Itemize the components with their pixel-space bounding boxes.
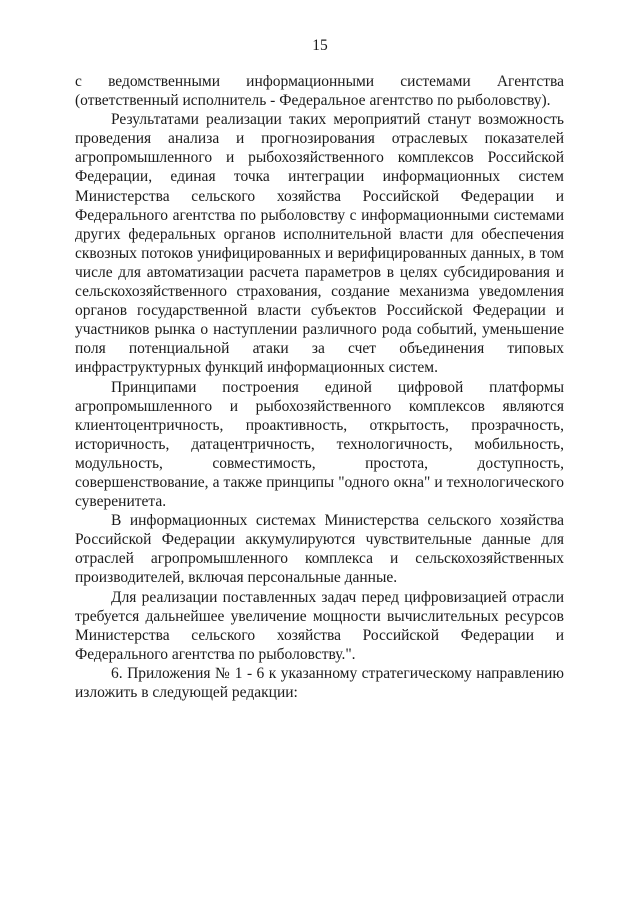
paragraph-principles: Принципами построения единой цифровой платформы агропромышленного и рыбохозяйственного комплексов являются клиентоцентричность, проактивность, открытость, прозрачность, историчность, датацентричность, технологичность, мобильность, модульность, совместимость, простота, доступность, совершенствование, а также принципы "одного окна" и технологического суверенитета.: [75, 378, 564, 511]
page-number: 15: [312, 37, 328, 54]
paragraph-continuation: с ведомственными информационными системами Агентства (ответственный исполнитель - Федеральное агентство по рыболовству).: [75, 73, 564, 110]
document-body: [75, 72, 564, 702]
paragraph-sensitive-data: В информационных системах Министерства сельского хозяйства Российской Федерации аккумулируются чувствительные данные для отраслей агропромышленного комплекса и сельскохозяйственных производителей, включая персональные данные.: [75, 512, 564, 587]
paragraph-computing-resources: Для реализации поставленных задач перед цифровизацией отрасли требуется дальнейшее увеличение мощности вычислительных ресурсов Министерства сельского хозяйства Российской Федерации и Федерального агентства по рыболовству.".: [75, 588, 564, 663]
paragraph-results: Результатами реализации таких мероприятий станут возможность проведения анализа и прогнозирования отраслевых показателей агропромышленного и рыбохозяйственного комплексов Российской Федерации, единая точка интеграции информационных систем Министерства сельского хозяйства Российской Федерации и Федерального агентства по рыболовству с информационными системами других федеральных органов исполнительной власти для обеспечения сквозных потоков унифицированных и верифицированных данных, в том числе для автоматизации расчета параметров в целях субсидирования и сельскохозяйственного страхования, создание механизма уведомления органов государственной власти субъектов Российской Федерации и участников рынка о наступлении различного рода событий, уменьшение поля потенциальной атаки за счет объединения типовых инфраструктурных функций информационных систем.: [75, 111, 564, 377]
paragraph-appendices: 6. Приложения № 1 - 6 к указанному стратегическому направлению изложить в следующей редакции:: [75, 664, 564, 701]
